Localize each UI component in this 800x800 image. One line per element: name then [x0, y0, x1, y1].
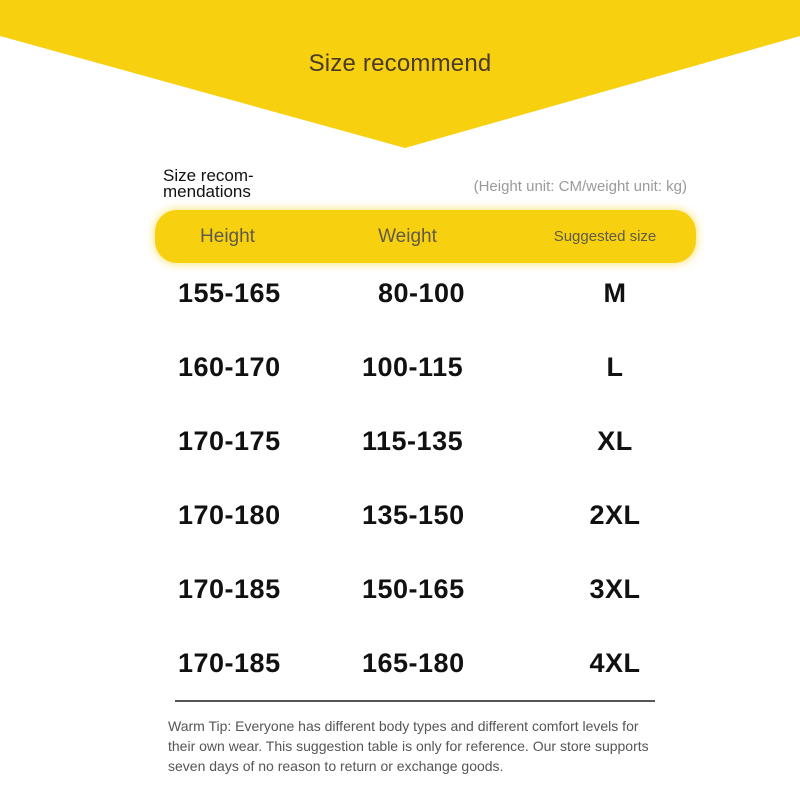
- cell-height: 170-185: [178, 648, 281, 678]
- cell-size: XL: [597, 426, 633, 456]
- size-recommendations-caption: [163, 168, 254, 200]
- cell-weight: 135-150: [362, 500, 465, 530]
- units-caption: (Height unit: CM/weight unit: kg): [473, 178, 687, 195]
- cell-weight: 80-100: [378, 278, 466, 308]
- header-weight: Weight: [378, 226, 437, 247]
- table-row: [0, 500, 800, 550]
- cell-height: 170-175: [178, 426, 281, 456]
- cell-height: 170-180: [178, 500, 281, 530]
- table-row: [0, 574, 800, 624]
- table-header: [155, 210, 696, 263]
- cell-weight: 150-165: [362, 574, 465, 604]
- cell-size: M: [603, 278, 627, 308]
- table-row: [0, 352, 800, 402]
- cell-size: 3XL: [589, 574, 641, 604]
- table-row: [0, 426, 800, 476]
- cell-size: 4XL: [589, 648, 641, 678]
- warm-tip: Warm Tip: Everyone has different body types and different comfort levels for their own wear. This suggestion table is only for reference. Our store supports seven days of no reason to return or exchange goods.: [168, 718, 649, 774]
- cell-weight: 115-135: [362, 426, 464, 456]
- header-height: Height: [200, 226, 255, 247]
- cell-size: L: [606, 352, 624, 382]
- divider: [175, 700, 655, 702]
- caption-line-1: Size recom-: [163, 166, 254, 185]
- header-suggested-size: Suggested size: [553, 228, 657, 245]
- cell-height: 170-185: [178, 574, 281, 604]
- table-row: [0, 648, 800, 698]
- cell-height: 155-165: [178, 278, 281, 308]
- table-row: [0, 278, 800, 328]
- cell-size: 2XL: [589, 500, 641, 530]
- caption-line-2: mendations: [163, 182, 251, 201]
- cell-weight: 100-115: [362, 352, 464, 382]
- cell-height: 160-170: [178, 352, 281, 382]
- cell-weight: 165-180: [362, 648, 465, 678]
- banner-title: Size recommend: [308, 50, 492, 77]
